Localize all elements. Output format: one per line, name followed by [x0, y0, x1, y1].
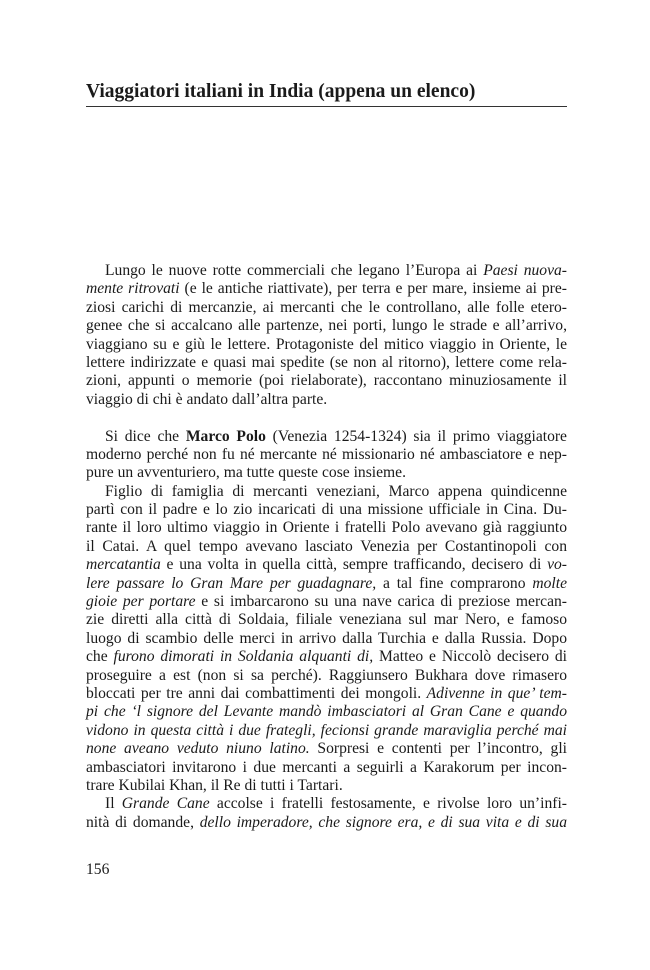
- text-line: [86, 575, 567, 593]
- italic-quote: lere passare lo Gran Mare per guadagnare,: [86, 574, 377, 592]
- text-run: lettere indirizzate e quasi mai spedite (se non al ritorno), lettere come rela-: [86, 353, 567, 371]
- text-line: [86, 519, 567, 537]
- text-run: pure un avventuriero, ma tutte queste cose insieme.: [86, 464, 406, 482]
- text-run: viaggio di chi è andato dall’altra parte.: [86, 390, 328, 408]
- text-run: a tal fine comprarono: [376, 574, 533, 592]
- text-line: [86, 336, 567, 354]
- text-line: [86, 317, 567, 335]
- text-line: [86, 428, 567, 446]
- text-run: e si imbarcarono su una nave carica di preziose mercan-: [195, 593, 567, 611]
- text-line: [86, 556, 567, 574]
- text-line: [86, 372, 567, 390]
- text-line: [86, 795, 567, 813]
- text-run: Figlio di famiglia di mercanti veneziani, Marco appena quindicenne: [105, 482, 567, 500]
- text-run: ambasciatori invitarono i due mercanti a seguirli a Karakorum per incon-: [86, 758, 567, 776]
- text-run: nità di domande,: [86, 813, 200, 831]
- text-run: zie diretti alla città di Soldaia, filiale veneziana sul mar Nero, e famoso: [86, 611, 567, 629]
- text-line: [86, 703, 567, 721]
- text-run: Si dice che: [105, 427, 186, 445]
- text-line: [86, 722, 567, 740]
- text-line: [86, 759, 567, 777]
- text-run: partì con il padre e lo zio incaricati di una missione ufficiale in Cina. Du-: [86, 501, 567, 519]
- text-line: [86, 630, 567, 648]
- text-run: Sorpresi e contenti per l’incontro, gli: [309, 740, 567, 758]
- italic-quote: pi che ‘l signore del Levante mandò imbasciatori al Gran Cane e quando: [86, 703, 567, 721]
- italic-quote: vidono in questa città i due frategli, fecionsi grande maraviglia perché mai: [86, 721, 567, 739]
- italic-quote: dello imperadore, che signore era, e di sua vita e di sua: [199, 813, 568, 831]
- text-line: [86, 667, 567, 685]
- text-run: Matteo e Niccolò decisero di: [373, 648, 568, 666]
- text-line: [86, 354, 567, 372]
- section-title: Viaggiatori italiani in India (appena un elenco): [86, 81, 476, 102]
- text-line: [86, 814, 567, 832]
- italic-quote: Grande Cane: [121, 795, 210, 813]
- text-line: [86, 538, 567, 556]
- text-line: [86, 262, 567, 280]
- text-line: [86, 299, 567, 317]
- text-run: che: [86, 648, 114, 666]
- italic-quote: Paesi nuova-: [483, 262, 567, 279]
- text-run: Lungo le nuove rotte commerciali che legano l’Europa ai: [105, 262, 484, 279]
- text-run: luogo di scambio delle merci in arrivo dalla Turchia e dalla Russia. Dopo: [86, 629, 567, 647]
- page-number: 156: [86, 861, 110, 878]
- title-rule: [86, 106, 567, 107]
- text-run: bloccati per tre anni dai combattimenti dei mongoli.: [86, 684, 427, 702]
- text-line: [86, 648, 567, 666]
- italic-quote: gioie per portare: [86, 593, 196, 611]
- text-line: [86, 483, 567, 501]
- text-run: viaggiano su e giù le lettere. Protagoniste del mitico viaggio in Oriente, le: [86, 335, 567, 353]
- bold-name: Marco Polo: [185, 427, 266, 445]
- text-run: e una volta in quella città, sempre trafficando, decisero di: [160, 556, 548, 574]
- text-line: [86, 593, 567, 611]
- text-run: trare Kubilai Khan, il Re di tutti i Tartari.: [86, 776, 343, 794]
- text-line: [86, 777, 567, 795]
- text-run: zioni, appunti o memorie (poi rielaborate), raccontano minuziosamente il: [86, 372, 567, 390]
- text-line: [86, 611, 567, 629]
- text-run: moderno perché non fu né mercante né missionario né ambasciatore e nep-: [86, 445, 567, 463]
- text-line: [86, 740, 567, 758]
- text-line: [86, 391, 567, 409]
- text-line: [86, 280, 567, 298]
- text-run: ziosi carichi di mercanzie, ai mercanti che le controllano, alle folle etero-: [86, 298, 567, 316]
- italic-quote: mercatantia: [86, 556, 161, 574]
- italic-quote: furono dimorati in Soldania alquanti di,: [113, 648, 374, 666]
- text-line: [86, 464, 567, 482]
- text-run: rante il loro ultimo viaggio in Oriente i fratelli Polo avevano già raggiunto: [86, 519, 567, 537]
- text-line: [86, 501, 567, 519]
- paragraph-gap: [86, 409, 567, 427]
- body-text: [86, 262, 567, 832]
- text-run: accolse i fratelli festosamente, e rivolse loro un’infi-: [209, 795, 567, 813]
- italic-quote: vo-: [547, 556, 567, 574]
- italic-quote: molte: [532, 574, 567, 592]
- text-run: proseguire a est (non si sa perché). Raggiunsero Bukhara dove rimasero: [86, 666, 567, 684]
- text-line: [86, 446, 567, 464]
- italic-quote: Adivenne in que’ tem-: [426, 684, 567, 702]
- text-run: (Venezia 1254-1324) sia il primo viaggiatore: [265, 427, 567, 445]
- text-line: [86, 685, 567, 703]
- text-run: Il: [105, 795, 122, 813]
- text-run: il Catai. A quel tempo avevano lasciato Venezia per Costantinopoli con: [86, 537, 567, 555]
- text-run: genee che si accalcano alle partenze, nei porti, lungo le strade e all’arrivo,: [86, 317, 567, 335]
- italic-quote: mente ritrovati: [86, 280, 180, 298]
- italic-quote: none aveano veduto niuno latino.: [86, 740, 310, 758]
- text-run: (e le antiche riattivate), per terra e per mare, insieme ai pre-: [179, 280, 567, 298]
